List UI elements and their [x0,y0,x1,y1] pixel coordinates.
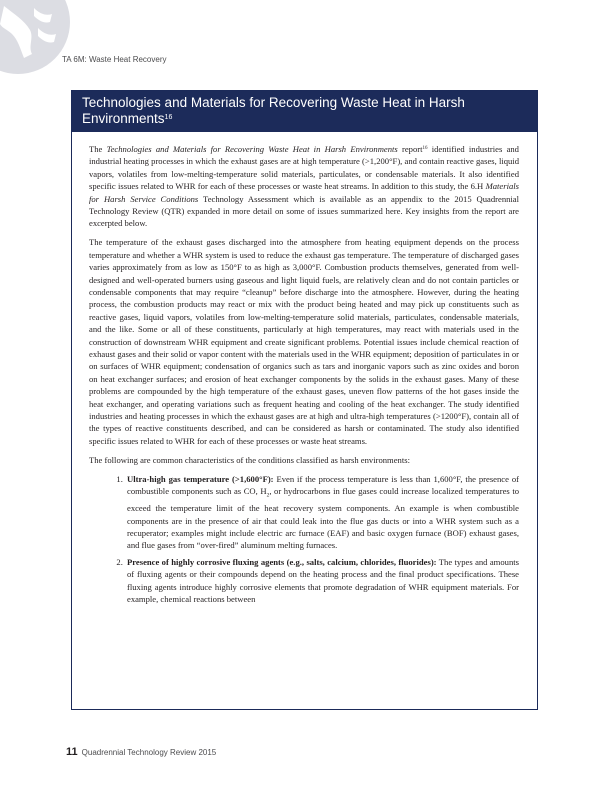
paragraph-characteristics-intro: The following are common characteristics of the conditions classified as harsh environments: [89,454,410,465]
page-footer [66,746,216,758]
sidebar-box [71,90,538,710]
list-item: 1. Ultra-high gas temperature (>1,600°F): Even if the process temperature is less than 1,600°F, the presence of combustible components such as CO, $H_2$, or hydrocarbons in flue gases could increase localized temperatures to exceed the temperature limit of the heat recovery system components. An example is when combustible components are in the presence of air that could leak into the flue gas ducts or into a WHR system such as a recuperator; examples might include electric arc furnace (EAF) and basic oxygen furnace (BOF) exhaust gases, and flue gases from “over-fired” aluminum melting furnaces. [125,473,519,552]
list-item: 2. Presence of highly corrosive fluxing agents (e.g., salts, calcium, chlorides, fluorides): The types and amounts of fluxing agents or their compounds depend on the heating process and the final product specifications. These fluxing agents introduce highly corrosive elements that promote degradation of WHR equipment materials. For example, chemical reactions between [125,556,519,606]
title-footnote-ref: 16 [164,114,173,121]
harsh-characteristics-list [89,473,519,606]
running-head: TA 6M: Waste Heat Recovery [62,55,167,64]
sidebar-body [72,132,537,605]
paragraph-exhaust-temperature: The temperature of the exhaust gases discharged into the atmosphere from heating equipment depends on the process temperature and whether a WHR system is used to reduce the exhaust gas temperature. The temperature of discharged gases varies approximately from as low as 150°F to as high as 3,000°F. Combustion products themselves, generated from well-designed and well-operated burners using gaseous and light liquid fuels, are relatively clean and do not contain particles or condensable components that may require “cleanup” before discharge into the atmosphere. However, during the heating process, the combustion products may react or mix with the product being heated and may pick up constituents such as reactive gases, liquid vapors, volatiles from low-melting-temperature solid materials, particulates, condensable materials, and the like. Some or all of these constituents, particularly at high temperatures, may react with materials used in the construction of downstream WHR equipment and create significant problems. Potential issues include chemical reaction of exhaust gases and their solid or vapor content with the materials used in the WHR equipment; deposition of particulates in or on surfaces of WHR equipment; condensation of organics such as tars and inorganic vapors such as zinc oxides and boron on heat exchanger surfaces; and erosion of heat exchanger components by the solids in the exhaust gases. Many of these problems are compounded by the high temperature of the exhaust gases, uneven flow patterns of the hot gases inside the heat exchanger, and operating variations such as frequent heating and cooling of the heat exchanger. The study identified industries and heating processes in which the exhaust gases are at high and ultra-high temperatures (>1200°F), contain all of the types of reactive constituents described, and can be considered as harsh or contaminated. The study also identified specific issues related to WHR for each of these processes or waste heat streams. [89,237,519,446]
footer-title: Quadrennial Technology Review 2015 [81,748,217,757]
paragraph-intro: The Technologies and Materials for Recovering Waste Heat in Harsh Environments report$^{16}$ identified industries and industrial heating processes in which the exhaust gases are at high temperature (>1,200°F), and contain reactive gases, liquid vapors, volatiles from low-melting-temperature solid materials, particulates, or condensable materials. It also identified specific issues related to WHR for each of these processes or waste heat streams. In addition to this study, the 6.H Materials for Harsh Service Conditions Technology Assessment which is available as an appendix to the 2015 Quadrennial Technology Review (QTR) expanded in more detail on some of issues summarized here. Key insights from the report are excerpted below. [89,144,519,229]
footnote-ref: 16 [422,146,428,151]
doe-seal-logo [0,0,70,80]
page-number: 11 [66,746,78,758]
sidebar-title: Technologies and Materials for Recovering Waste Heat in Harsh Environments$^{16}$ [72,91,537,132]
